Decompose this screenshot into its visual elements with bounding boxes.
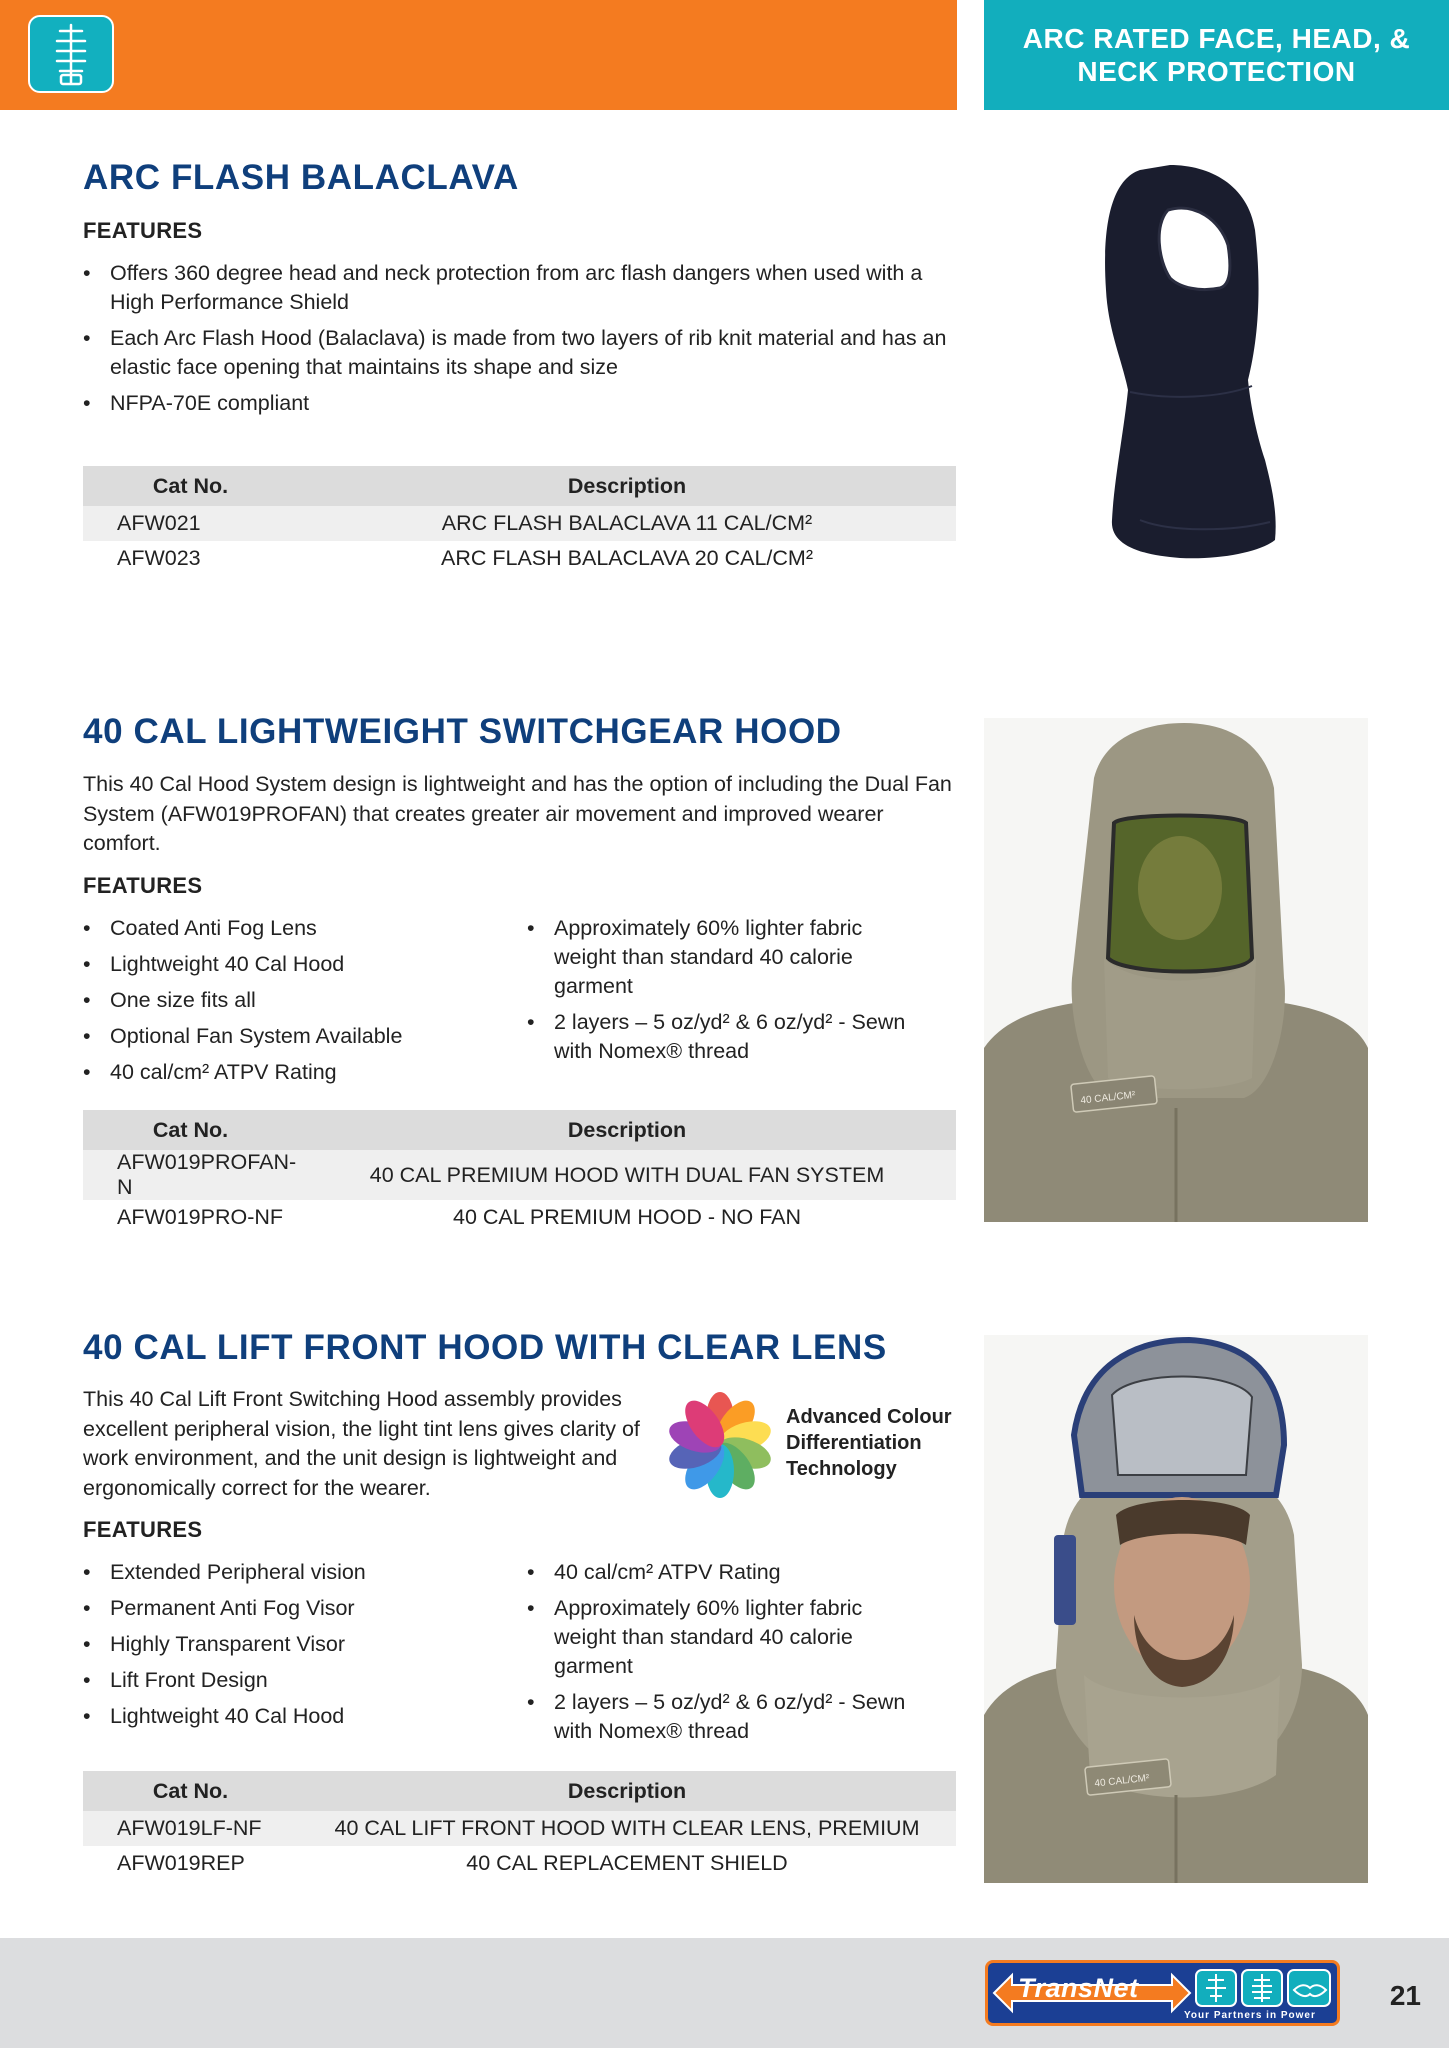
section-title-balaclava: ARC FLASH BALACLAVA xyxy=(83,158,519,197)
column-header: Cat No. xyxy=(83,1110,298,1150)
transnet-logo xyxy=(985,1960,1340,2026)
balaclava-photo xyxy=(1070,160,1280,580)
table-row xyxy=(83,541,956,576)
brand-icons xyxy=(1194,1968,1334,2010)
badge-line: Differentiation xyxy=(786,1432,922,1454)
description-cell: 40 CAL PREMIUM HOOD WITH DUAL FAN SYSTEM xyxy=(298,1150,956,1200)
table-row xyxy=(83,1811,956,1846)
description-cell: 40 CAL PREMIUM HOOD - NO FAN xyxy=(452,1205,802,1229)
feature-item: • Lightweight 40 Cal Hood xyxy=(83,950,503,979)
feature-item: • NFPA-70E compliant xyxy=(83,389,963,418)
cat-no-cell: AFW021 xyxy=(83,506,298,541)
hood-patch-label: 40 CAL/CM² xyxy=(1079,1089,1136,1107)
feature-item: • Lightweight 40 Cal Hood xyxy=(83,1702,503,1731)
column-header: Cat No. xyxy=(83,466,298,506)
feature-item: • One size fits all xyxy=(83,986,503,1015)
table-row xyxy=(83,1200,956,1235)
features-label: FEATURES xyxy=(83,1517,203,1542)
feature-item: • 40 cal/cm² ATPV Rating xyxy=(527,1558,927,1587)
hood-patch-label: 40 CAL/CM² xyxy=(1093,1772,1150,1790)
cat-no-cell: AFW019PROFAN-N xyxy=(83,1150,298,1200)
feature-item: • Optional Fan System Available xyxy=(83,1022,503,1051)
banner-line-1: ARC RATED FACE, HEAD, & xyxy=(1022,23,1411,54)
section-description: This 40 Cal Lift Front Switching Hood assembly provides excellent peripheral vision, the light tint lens gives clarity of work environment, and the unit design is lightweight and ergonomically correct for the wearer. xyxy=(83,1387,640,1500)
feature-item: • 2 layers – 5 oz/yd² & 6 oz/yd² - Sewn with Nomex® thread xyxy=(527,1688,927,1746)
feature-item: • 2 layers – 5 oz/yd² & 6 oz/yd² - Sewn with Nomex® thread xyxy=(527,1008,927,1066)
column-header: Description xyxy=(298,1110,956,1150)
feature-list xyxy=(83,259,963,425)
feature-list-right xyxy=(527,914,927,1073)
description-cell: 40 CAL LIFT FRONT HOOD WITH CLEAR LENS, PREMIUM xyxy=(298,1811,956,1846)
catalog-table xyxy=(83,1110,956,1235)
feature-item: • Permanent Anti Fog Visor xyxy=(83,1594,503,1623)
description-cell: 40 CAL REPLACEMENT SHIELD xyxy=(466,1851,788,1875)
brand-tagline: Your Partners in Power xyxy=(1184,2010,1316,2021)
feature-item: • Highly Transparent Visor xyxy=(83,1630,503,1659)
colour-technology-badge xyxy=(786,1404,952,1482)
section-description: This 40 Cal Hood System design is lightweight and has the option of including the Dual Fan System (AFW019PROFAN) that creates greater air movement and improved wearer comfort. xyxy=(83,772,952,855)
section-title-switchgear-hood: 40 CAL LIGHTWEIGHT SWITCHGEAR HOOD xyxy=(83,712,842,751)
feature-item: • Lift Front Design xyxy=(83,1666,503,1695)
cat-no-cell: AFW019PRO-NF xyxy=(117,1205,284,1229)
feature-item: • Each Arc Flash Hood (Balaclava) is made from two layers of rib knit material and has an elastic face opening that maintains its shape and size xyxy=(83,324,963,382)
cat-no-cell: AFW019LF-NF xyxy=(83,1811,298,1846)
column-header: Description xyxy=(298,466,956,506)
brand-name: TransNet xyxy=(1018,1973,1139,2003)
feature-item: • 40 cal/cm² ATPV Rating xyxy=(83,1058,503,1087)
badge-line: Advanced Colour xyxy=(786,1406,952,1428)
features-label: FEATURES xyxy=(83,218,203,243)
banner-line-2: NECK PROTECTION xyxy=(1077,56,1356,87)
feature-item: • Offers 360 degree head and neck protection from arc flash dangers when used with a High Performance Shield xyxy=(83,259,963,317)
cat-no-cell: AFW019REP xyxy=(117,1851,245,1875)
catalog-table xyxy=(83,466,956,576)
column-header: Cat No. xyxy=(83,1771,298,1811)
badge-line: Technology xyxy=(786,1458,897,1480)
description-cell: ARC FLASH BALACLAVA 11 CAL/CM² xyxy=(298,506,956,541)
colour-wheel-icon xyxy=(665,1390,775,1500)
feature-item: • Coated Anti Fog Lens xyxy=(83,914,503,943)
page-number: 21 xyxy=(1389,1980,1421,2011)
feature-item: • Approximately 60% lighter fabric weight than standard 40 calorie garment xyxy=(527,914,927,1001)
feature-list-left xyxy=(83,914,503,1094)
header-bar xyxy=(0,0,957,110)
feature-item: • Extended Peripheral vision xyxy=(83,1558,503,1587)
insulator-icon xyxy=(28,15,114,93)
lift-front-hood-photo xyxy=(984,1335,1368,1883)
column-header: Description xyxy=(298,1771,956,1811)
table-row xyxy=(83,1150,956,1200)
description-cell: ARC FLASH BALACLAVA 20 CAL/CM² xyxy=(441,546,813,570)
category-banner xyxy=(984,0,1449,110)
table-row xyxy=(83,1846,956,1881)
feature-list-right xyxy=(527,1558,927,1753)
features-label: FEATURES xyxy=(83,873,203,898)
catalog-table xyxy=(83,1771,956,1881)
feature-item: • Approximately 60% lighter fabric weight than standard 40 calorie garment xyxy=(527,1594,927,1681)
cat-no-cell: AFW023 xyxy=(117,546,201,570)
section-title-lift-front-hood: 40 CAL LIFT FRONT HOOD WITH CLEAR LENS xyxy=(83,1328,887,1367)
feature-list-left xyxy=(83,1558,503,1738)
switchgear-hood-photo xyxy=(984,718,1368,1222)
table-row xyxy=(83,506,956,541)
